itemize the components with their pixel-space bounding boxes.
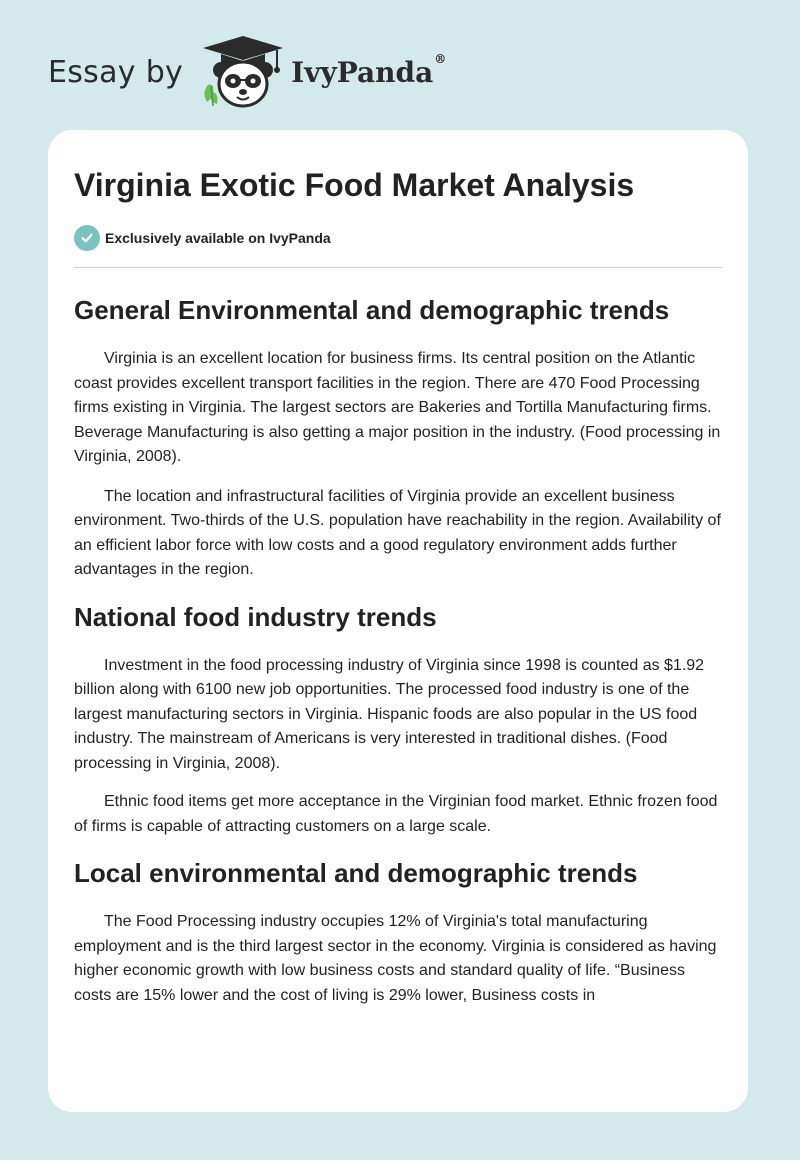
brand-header[interactable] bbox=[48, 34, 446, 110]
title-divider bbox=[74, 267, 722, 268]
exclusive-badge bbox=[74, 225, 722, 251]
paragraph: Virginia is an excellent location for business firms. Its central position on the Atlantic coast provides excellent transport facilities in the region. There are 470 Food Processing firms existing in Virginia. The largest sectors are Bakeries and Tortilla Manufacturing firms. Beverage Manufacturing is also getting a major position in the industry. (Food processing in Virginia, 2008). bbox=[74, 350, 721, 465]
section-heading-local: Local environmental and demographic trends bbox=[74, 858, 638, 888]
badge-text: Exclusively available on IvyPanda bbox=[105, 230, 331, 246]
paragraph: The location and infrastructural facilities of Virginia provide an excellent business environment. Two-thirds of the U.S. population have reachability in the region. Availability of an efficient labor force with low costs and a good regulatory environment adds further advantages in the region. bbox=[74, 487, 721, 578]
brand-name: IvyPanda® bbox=[291, 51, 447, 89]
essay-by-label: Essay by bbox=[48, 54, 184, 90]
registered-mark: ® bbox=[434, 51, 447, 66]
paragraph: The Food Processing industry occupies 12% of Virginia's total manufacturing employment and is the third largest sector in the economy. Virginia is considered as having higher economic growth with low business costs and standard quality of life. “Business costs are 15% lower and the cost of living is 29% lower, Business costs in bbox=[74, 913, 717, 1004]
paragraph: Ethnic food items get more acceptance in the Virginian food market. Ethnic frozen food of firms is capable of attracting customers on a large scale. bbox=[74, 793, 718, 835]
panda-logo-icon bbox=[199, 34, 287, 110]
paragraph: Investment in the food processing industry of Virginia since 1998 is counted as $1.92 billion along with 6100 new job opportunities. The processed food industry is one of the largest manufacturing sectors in Virginia. Hispanic foods are also popular in the US food industry. The mainstream of Americans is very interested in traditional dishes. (Food processing in Virginia, 2008). bbox=[74, 656, 705, 772]
check-circle-icon bbox=[74, 225, 100, 251]
essay-card bbox=[48, 130, 748, 1112]
section-heading-general: General Environmental and demographic trends bbox=[74, 295, 670, 325]
section-heading-national: National food industry trends bbox=[74, 601, 437, 632]
essay-title: Virginia Exotic Food Market Analysis bbox=[74, 167, 635, 203]
